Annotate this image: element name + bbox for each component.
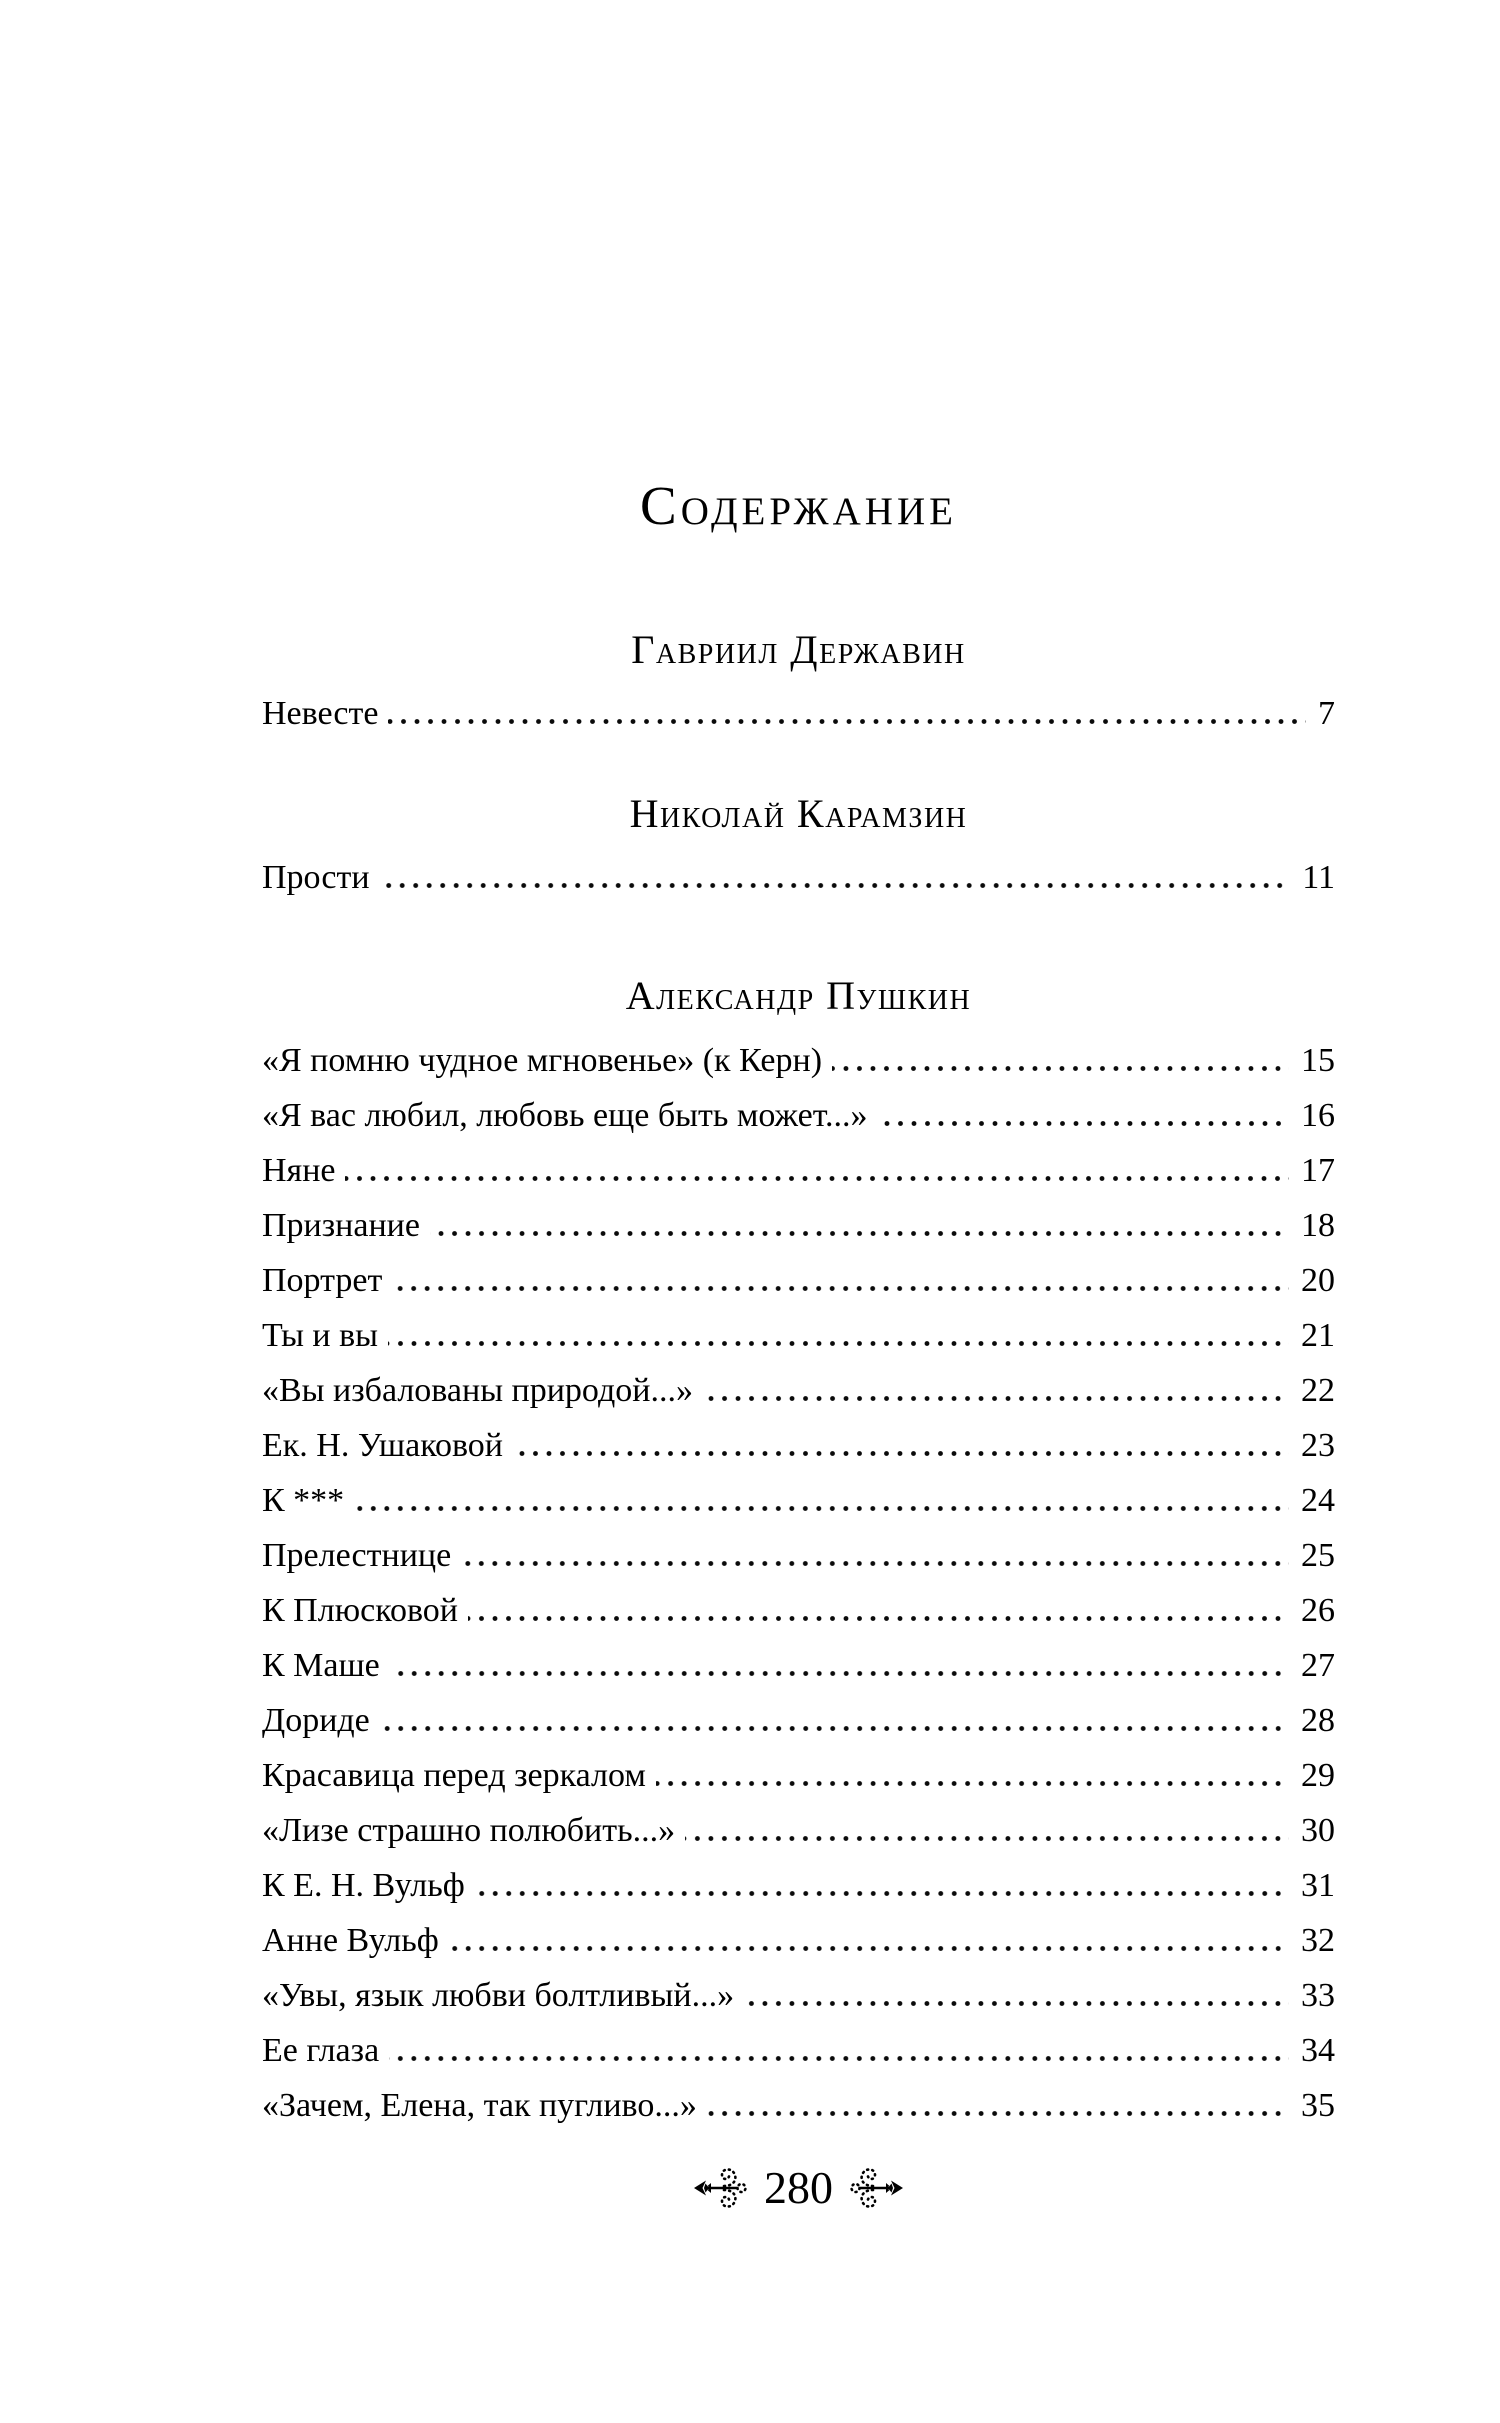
fleuron-left-icon — [693, 2163, 747, 2213]
toc-entry-list — [262, 686, 1335, 741]
toc-entry-title: Дориде — [262, 1702, 370, 1739]
toc-entry-title: Невесте — [262, 695, 379, 732]
toc-entry-row — [262, 2023, 1335, 2078]
dot-leader — [430, 1231, 1289, 1236]
toc-entry-row — [262, 686, 1335, 741]
section-author-heading: Гавриил Державин — [631, 627, 966, 672]
toc-entry-page-number: 29 — [1301, 1757, 1335, 1794]
toc-entry-row — [262, 1363, 1335, 1418]
toc-entry-row — [262, 1528, 1335, 1583]
dot-leader — [390, 1671, 1289, 1676]
folio-page-number: 280 — [764, 2162, 833, 2213]
toc-entry-title: Няне — [262, 1152, 336, 1189]
toc-entry-row — [262, 1638, 1335, 1693]
dot-leader — [832, 1066, 1289, 1071]
toc-section — [262, 629, 1335, 741]
section-author-heading: Александр Пушкин — [625, 973, 972, 1018]
dot-leader — [707, 2111, 1289, 2116]
dot-leader — [388, 719, 1306, 724]
toc-entry-row — [262, 2078, 1335, 2133]
page-title: Содержание — [640, 475, 957, 536]
toc-entry-page-number: 31 — [1301, 1867, 1335, 1904]
toc-entry-page-number: 32 — [1301, 1922, 1335, 1959]
dot-leader — [475, 1891, 1289, 1896]
toc-entry-row — [262, 1308, 1335, 1363]
toc-entry-page-number: 11 — [1302, 859, 1335, 896]
toc-entry-list — [262, 1033, 1335, 2133]
toc-entry-title: Анне Вульф — [262, 1922, 439, 1959]
toc-entry-page-number: 21 — [1301, 1317, 1335, 1354]
toc-entry-row — [262, 850, 1335, 905]
toc-entry-row — [262, 1913, 1335, 1968]
toc-entry-row — [262, 1088, 1335, 1143]
dot-leader — [449, 1946, 1289, 1951]
toc-entry-page-number: 27 — [1301, 1647, 1335, 1684]
page-footer — [262, 2158, 1335, 2218]
toc-entry-page-number: 30 — [1301, 1812, 1335, 1849]
toc-entry-row — [262, 1418, 1335, 1473]
toc-entry-page-number: 18 — [1301, 1207, 1335, 1244]
toc-entry-title: Признание — [262, 1207, 420, 1244]
toc-entry-page-number: 25 — [1301, 1537, 1335, 1574]
toc-entry-title: Красавица перед зеркалом — [262, 1757, 646, 1794]
toc-entry-title: «Я помню чудное мгновенье» (к Керн) — [262, 1042, 823, 1079]
dot-leader — [345, 1176, 1289, 1181]
toc-entry-row — [262, 1693, 1335, 1748]
toc-entry-row — [262, 1253, 1335, 1308]
dot-leader — [656, 1781, 1289, 1786]
toc-entry-page-number: 35 — [1301, 2087, 1335, 2124]
toc-entry-page-number: 20 — [1301, 1262, 1335, 1299]
dot-leader — [389, 2056, 1289, 2061]
toc-entry-row — [262, 1198, 1335, 1253]
toc-entry-row — [262, 1803, 1335, 1858]
dot-leader — [354, 1506, 1289, 1511]
table-of-contents — [262, 0, 1335, 2133]
toc-entry-row — [262, 1473, 1335, 1528]
dot-leader — [380, 1726, 1289, 1731]
dot-leader — [388, 1341, 1289, 1346]
dot-leader — [392, 1286, 1289, 1291]
toc-entry-title: Прелестнице — [262, 1537, 452, 1574]
toc-entry-row — [262, 1583, 1335, 1638]
toc-entry-title: Ее глаза — [262, 2032, 380, 2069]
toc-entry-page-number: 7 — [1318, 695, 1335, 732]
toc-entry-row — [262, 1858, 1335, 1913]
toc-entry-title: К *** — [262, 1482, 345, 1519]
toc-entry-page-number: 24 — [1301, 1482, 1335, 1519]
toc-entry-title: «Лизе страшно полюбить...» — [262, 1812, 676, 1849]
toc-entry-title: К Плюсковой — [262, 1592, 458, 1629]
toc-entry-page-number: 33 — [1301, 1977, 1335, 2014]
section-author-heading: Николай Карамзин — [629, 791, 968, 836]
dot-leader — [380, 883, 1291, 888]
toc-section — [262, 975, 1335, 2133]
toc-entry-title: Ек. Н. Ушаковой — [262, 1427, 504, 1464]
toc-entry-title: «Вы избалованы природой...» — [262, 1372, 693, 1409]
dot-leader — [468, 1616, 1289, 1621]
dot-leader — [878, 1121, 1290, 1126]
toc-entry-page-number: 15 — [1301, 1042, 1335, 1079]
toc-entry-page-number: 16 — [1301, 1097, 1335, 1134]
toc-entry-title: Прости — [262, 859, 370, 896]
dot-leader — [744, 2001, 1289, 2006]
toc-entry-row — [262, 1968, 1335, 2023]
toc-entry-title: Портрет — [262, 1262, 383, 1299]
toc-entry-title: «Я вас любил, любовь еще быть может...» — [262, 1097, 868, 1134]
toc-entry-title: Ты и вы — [262, 1317, 379, 1354]
toc-entry-page-number: 34 — [1301, 2032, 1335, 2069]
toc-entry-title: К Е. Н. Вульф — [262, 1867, 465, 1904]
toc-entry-title: «Увы, язык любви болтливый...» — [262, 1977, 735, 2014]
toc-entry-page-number: 22 — [1301, 1372, 1335, 1409]
toc-entry-page-number: 23 — [1301, 1427, 1335, 1464]
fleuron-right-icon — [850, 2163, 904, 2213]
dot-leader — [685, 1836, 1289, 1841]
dot-leader — [703, 1396, 1289, 1401]
dot-leader — [461, 1561, 1289, 1566]
dot-leader — [513, 1451, 1289, 1456]
toc-entry-page-number: 26 — [1301, 1592, 1335, 1629]
toc-entry-row — [262, 1748, 1335, 1803]
toc-entry-list — [262, 850, 1335, 905]
toc-entry-row — [262, 1143, 1335, 1198]
toc-entry-page-number: 17 — [1301, 1152, 1335, 1189]
toc-entry-title: «Зачем, Елена, так пугливо...» — [262, 2087, 697, 2124]
toc-section — [262, 793, 1335, 905]
toc-entry-row — [262, 1033, 1335, 1088]
toc-entry-title: К Маше — [262, 1647, 380, 1684]
toc-entry-page-number: 28 — [1301, 1702, 1335, 1739]
